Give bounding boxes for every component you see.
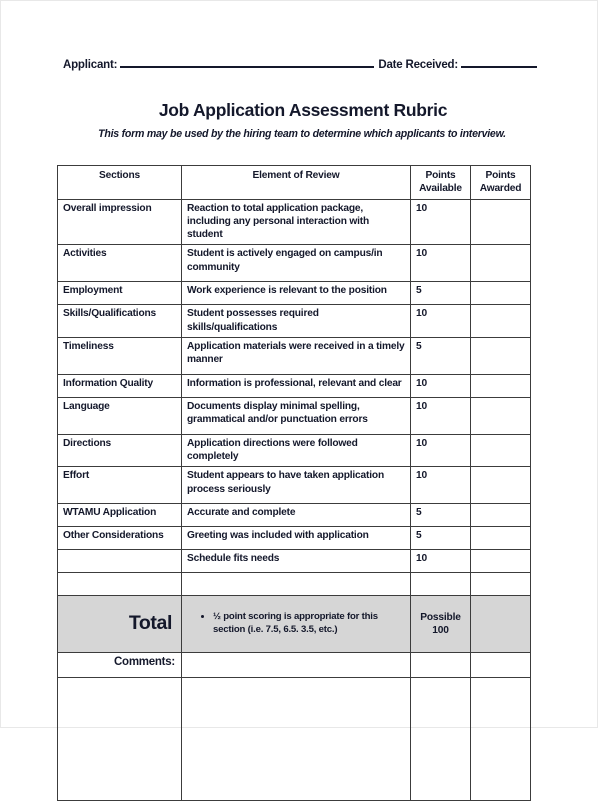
- cell-element: Accurate and complete: [182, 504, 411, 527]
- cell-element: Application materials were received in a timely manner: [182, 337, 411, 374]
- column-header-element-of-review: Element of Review: [182, 166, 411, 200]
- cell-points-available: 5: [411, 527, 471, 550]
- cell-element: Reaction to total application package, including any personal interaction with student: [182, 199, 411, 245]
- comments-area-section: [58, 678, 182, 801]
- total-note-item: • ½ point scoring is appropriate for this section (i.e. 7.5, 6.5. 3.5, etc.): [213, 611, 405, 637]
- cell-points-available: 10: [411, 199, 471, 245]
- cell-points-awarded[interactable]: [471, 504, 531, 527]
- table-row: [58, 374, 531, 397]
- cell-section: Skills/Qualifications: [58, 305, 182, 338]
- cell-element: Student is actively engaged on campus/in community: [182, 245, 411, 282]
- comments-textarea[interactable]: [182, 678, 411, 801]
- points-available-line2: Available: [419, 183, 462, 195]
- column-header-points-available: [411, 166, 471, 200]
- cell-section: Employment: [58, 282, 182, 305]
- applicant-fill-in-line[interactable]: [120, 57, 374, 68]
- total-label: Total: [58, 596, 182, 653]
- cell-element: Greeting was included with application: [182, 527, 411, 550]
- rubric-table: [57, 165, 531, 801]
- column-header-sections: Sections: [58, 166, 182, 200]
- cell-element: Documents display minimal spelling, grammatical and/or punctuation errors: [182, 397, 411, 434]
- cell-section: Information Quality: [58, 374, 182, 397]
- cell-points-available: [411, 573, 471, 596]
- cell-points-awarded[interactable]: [471, 199, 531, 245]
- cell-points-awarded[interactable]: [471, 305, 531, 338]
- cell-points-awarded[interactable]: [471, 374, 531, 397]
- total-note-list: [196, 611, 405, 637]
- cell-section: Language: [58, 397, 182, 434]
- cell-points-available: 10: [411, 245, 471, 282]
- cell-element: Application directions were followed completely: [182, 434, 411, 467]
- cell-section: [58, 573, 182, 596]
- table-row: [58, 245, 531, 282]
- table-row: [58, 527, 531, 550]
- date-received-fill-in-line[interactable]: [461, 57, 537, 68]
- comments-field-top[interactable]: [182, 653, 411, 678]
- cell-points-awarded[interactable]: [471, 337, 531, 374]
- table-row: [58, 199, 531, 245]
- cell-element: Student appears to have taken application process seriously: [182, 467, 411, 504]
- table-row: [58, 467, 531, 504]
- cell-points-awarded[interactable]: [471, 434, 531, 467]
- cell-section: Overall impression: [58, 199, 182, 245]
- table-header: [58, 166, 531, 200]
- comments-area-row: [58, 678, 531, 801]
- cell-section: WTAMU Application: [58, 504, 182, 527]
- comments-label: Comments:: [58, 653, 182, 678]
- cell-section: Other Considerations: [58, 527, 182, 550]
- comments-awarded-top: [471, 653, 531, 678]
- cell-points-awarded[interactable]: [471, 397, 531, 434]
- cell-element: Schedule fits needs: [182, 550, 411, 573]
- cell-points-available: 10: [411, 374, 471, 397]
- total-note: [182, 596, 411, 653]
- cell-element: Information is professional, relevant and clear: [182, 374, 411, 397]
- table-row: [58, 504, 531, 527]
- cell-points-available: 10: [411, 434, 471, 467]
- table-row: [58, 282, 531, 305]
- comments-area-available: [411, 678, 471, 801]
- cell-section: Timeliness: [58, 337, 182, 374]
- cell-points-available: 10: [411, 550, 471, 573]
- applicant-label: Applicant:: [63, 59, 118, 71]
- table-row-spacer: [58, 573, 531, 596]
- column-header-points-awarded: [471, 166, 531, 200]
- table-row: [58, 337, 531, 374]
- possible-label: Possible: [420, 611, 461, 623]
- table-row: [58, 434, 531, 467]
- cell-points-awarded[interactable]: [471, 573, 531, 596]
- cell-element: Work experience is relevant to the position: [182, 282, 411, 305]
- cell-points-available: 10: [411, 397, 471, 434]
- comments-available-top: [411, 653, 471, 678]
- total-row: [58, 596, 531, 653]
- table-row: [58, 550, 531, 573]
- points-awarded-line2: Awarded: [479, 183, 522, 195]
- cell-section: [58, 550, 182, 573]
- cell-points-awarded[interactable]: [471, 282, 531, 305]
- points-awarded-line1: Points: [485, 170, 516, 181]
- table-row: [58, 305, 531, 338]
- points-available-line1: Points: [425, 170, 456, 181]
- cell-points-awarded[interactable]: [471, 550, 531, 573]
- table-body: [58, 199, 531, 801]
- cell-points-available: 10: [411, 467, 471, 504]
- cell-points-available: 5: [411, 337, 471, 374]
- cell-points-awarded[interactable]: [471, 245, 531, 282]
- cell-element: [182, 573, 411, 596]
- cell-section: Directions: [58, 434, 182, 467]
- cell-points-awarded[interactable]: [471, 527, 531, 550]
- possible-value: 100: [432, 624, 449, 636]
- comments-area-awarded: [471, 678, 531, 801]
- cell-points-awarded[interactable]: [471, 467, 531, 504]
- cell-element: Student possesses required skills/qualifications: [182, 305, 411, 338]
- cell-points-available: 5: [411, 282, 471, 305]
- table-header-row: [58, 166, 531, 200]
- total-points-awarded[interactable]: [471, 596, 531, 653]
- cell-points-available: 10: [411, 305, 471, 338]
- applicant-date-line: [63, 57, 541, 71]
- total-possible: [411, 596, 471, 653]
- cell-points-available: 5: [411, 504, 471, 527]
- cell-section: Activities: [58, 245, 182, 282]
- page-title: Job Application Assessment Rubric: [158, 100, 448, 120]
- page-subtitle: This form may be used by the hiring team to determine which applicants to interview.: [98, 128, 506, 140]
- comments-row: [58, 653, 531, 678]
- cell-section: Effort: [58, 467, 182, 504]
- table-row: [58, 397, 531, 434]
- date-received-label: Date Received:: [378, 59, 458, 71]
